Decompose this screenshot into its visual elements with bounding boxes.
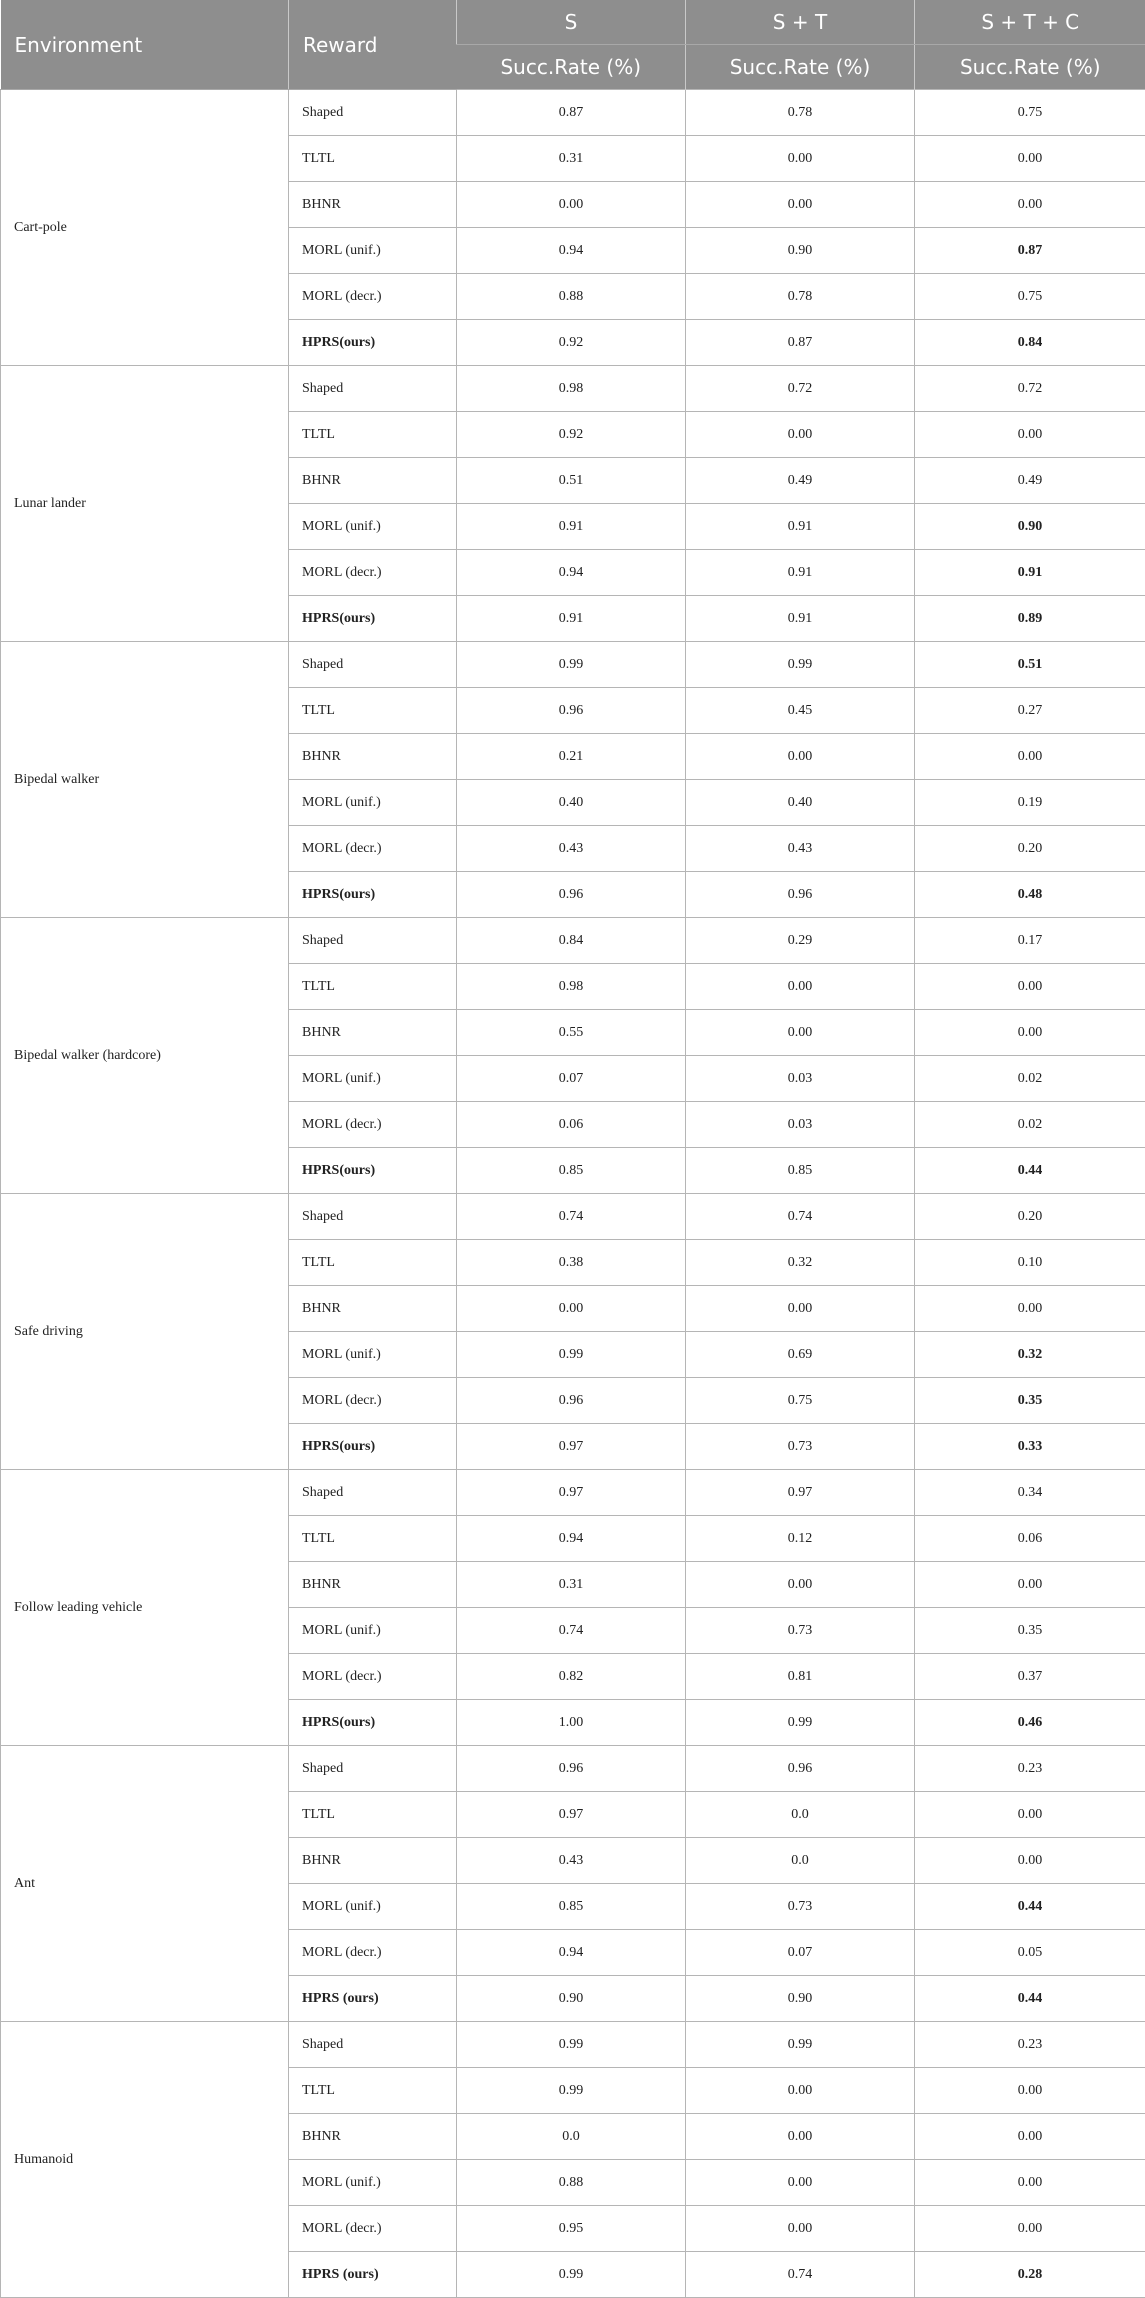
value-cell-s: 0.88 [457,2160,686,2206]
value-cell-stc: 0.00 [915,2160,1145,2206]
reward-cell: BHNR [289,1286,457,1332]
value-cell-st: 0.74 [686,2252,915,2298]
value-cell-s: 0.94 [457,1516,686,1562]
reward-cell: BHNR [289,458,457,504]
header-s: S [457,0,686,45]
value-cell-stc: 0.37 [915,1654,1145,1700]
value-cell-s: 0.99 [457,2252,686,2298]
value-cell-st: 0.00 [686,412,915,458]
value-cell-s: 0.0 [457,2114,686,2160]
value-cell-st: 0.00 [686,734,915,780]
environment-cell: Lunar lander [1,366,289,642]
value-cell-s: 0.96 [457,1378,686,1424]
reward-cell: MORL (decr.) [289,1654,457,1700]
reward-cell: MORL (decr.) [289,1930,457,1976]
environment-cell: Follow leading vehicle [1,1470,289,1746]
reward-cell: TLTL [289,1792,457,1838]
value-cell-s: 0.00 [457,1286,686,1332]
value-cell-s: 0.94 [457,550,686,596]
reward-cell: BHNR [289,182,457,228]
value-cell-s: 0.38 [457,1240,686,1286]
value-cell-st: 0.91 [686,550,915,596]
reward-cell: MORL (unif.) [289,504,457,550]
value-cell-st: 0.03 [686,1056,915,1102]
table-row [1,642,1145,688]
value-cell-st: 0.99 [686,1700,915,1746]
value-cell-s: 0.82 [457,1654,686,1700]
value-cell-stc: 0.28 [915,2252,1145,2298]
table-row [1,1746,1145,1792]
value-cell-s: 0.87 [457,90,686,136]
value-cell-s: 0.06 [457,1102,686,1148]
value-cell-s: 0.91 [457,596,686,642]
environment-cell: Bipedal walker [1,642,289,918]
environment-cell: Ant [1,1746,289,2022]
value-cell-st: 0.73 [686,1884,915,1930]
reward-cell: Shaped [289,642,457,688]
environment-cell: Safe driving [1,1194,289,1470]
value-cell-stc: 0.46 [915,1700,1145,1746]
environment-cell: Cart-pole [1,90,289,366]
header-metric-st: Succ.Rate (%) [686,45,915,90]
reward-cell: HPRS(ours) [289,872,457,918]
value-cell-s: 0.74 [457,1194,686,1240]
value-cell-stc: 0.02 [915,1102,1145,1148]
value-cell-stc: 0.33 [915,1424,1145,1470]
value-cell-st: 0.03 [686,1102,915,1148]
value-cell-st: 0.12 [686,1516,915,1562]
value-cell-s: 0.94 [457,1930,686,1976]
value-cell-st: 0.91 [686,504,915,550]
table-body [1,90,1145,2298]
header-stc: S + T + C [915,0,1145,45]
reward-cell: TLTL [289,1516,457,1562]
value-cell-stc: 0.00 [915,2114,1145,2160]
reward-cell: HPRS(ours) [289,1148,457,1194]
value-cell-s: 0.99 [457,1332,686,1378]
table-row [1,1194,1145,1240]
reward-cell: TLTL [289,1240,457,1286]
value-cell-st: 0.32 [686,1240,915,1286]
reward-cell: Shaped [289,1194,457,1240]
value-cell-stc: 0.00 [915,734,1145,780]
reward-cell: Shaped [289,2022,457,2068]
value-cell-s: 0.21 [457,734,686,780]
value-cell-s: 1.00 [457,1700,686,1746]
value-cell-s: 0.88 [457,274,686,320]
value-cell-stc: 0.44 [915,1976,1145,2022]
reward-cell: TLTL [289,136,457,182]
value-cell-s: 0.43 [457,826,686,872]
value-cell-stc: 0.91 [915,550,1145,596]
value-cell-s: 0.91 [457,504,686,550]
reward-cell: MORL (unif.) [289,1884,457,1930]
reward-cell: MORL (decr.) [289,274,457,320]
value-cell-s: 0.40 [457,780,686,826]
value-cell-s: 0.90 [457,1976,686,2022]
value-cell-s: 0.96 [457,1746,686,1792]
value-cell-s: 0.74 [457,1608,686,1654]
value-cell-st: 0.72 [686,366,915,412]
value-cell-stc: 0.10 [915,1240,1145,1286]
value-cell-stc: 0.35 [915,1378,1145,1424]
value-cell-st: 0.78 [686,274,915,320]
value-cell-st: 0.97 [686,1470,915,1516]
value-cell-st: 0.00 [686,1286,915,1332]
reward-cell: TLTL [289,2068,457,2114]
value-cell-st: 0.00 [686,1010,915,1056]
value-cell-stc: 0.20 [915,826,1145,872]
reward-cell: MORL (decr.) [289,1378,457,1424]
value-cell-s: 0.94 [457,228,686,274]
value-cell-stc: 0.05 [915,1930,1145,1976]
value-cell-stc: 0.35 [915,1608,1145,1654]
reward-cell: MORL (decr.) [289,826,457,872]
value-cell-stc: 0.00 [915,964,1145,1010]
value-cell-stc: 0.34 [915,1470,1145,1516]
reward-cell: HPRS(ours) [289,596,457,642]
value-cell-s: 0.92 [457,412,686,458]
value-cell-st: 0.90 [686,228,915,274]
value-cell-st: 0.00 [686,136,915,182]
reward-cell: MORL (unif.) [289,1332,457,1378]
value-cell-st: 0.81 [686,1654,915,1700]
header-reward: Reward [289,0,457,90]
value-cell-stc: 0.00 [915,1010,1145,1056]
value-cell-s: 0.98 [457,964,686,1010]
value-cell-s: 0.99 [457,2022,686,2068]
value-cell-st: 0.99 [686,642,915,688]
header-st: S + T [686,0,915,45]
value-cell-stc: 0.27 [915,688,1145,734]
table-row [1,2022,1145,2068]
value-cell-st: 0.00 [686,2206,915,2252]
table-header [1,0,1145,90]
value-cell-st: 0.99 [686,2022,915,2068]
reward-cell: BHNR [289,1010,457,1056]
reward-cell: MORL (unif.) [289,780,457,826]
value-cell-stc: 0.06 [915,1516,1145,1562]
value-cell-s: 0.31 [457,1562,686,1608]
value-cell-st: 0.75 [686,1378,915,1424]
environment-cell: Humanoid [1,2022,289,2298]
reward-cell: MORL (decr.) [289,1102,457,1148]
value-cell-st: 0.73 [686,1424,915,1470]
reward-cell: Shaped [289,366,457,412]
reward-cell: HPRS(ours) [289,1700,457,1746]
value-cell-st: 0.00 [686,1562,915,1608]
value-cell-stc: 0.00 [915,1838,1145,1884]
reward-cell: BHNR [289,2114,457,2160]
reward-cell: Shaped [289,1470,457,1516]
value-cell-s: 0.31 [457,136,686,182]
header-environment: Environment [1,0,289,90]
value-cell-st: 0.91 [686,596,915,642]
value-cell-stc: 0.75 [915,90,1145,136]
value-cell-st: 0.43 [686,826,915,872]
value-cell-st: 0.96 [686,872,915,918]
value-cell-st: 0.45 [686,688,915,734]
value-cell-s: 0.43 [457,1838,686,1884]
value-cell-st: 0.73 [686,1608,915,1654]
value-cell-stc: 0.00 [915,412,1145,458]
value-cell-stc: 0.00 [915,1792,1145,1838]
table-row [1,1470,1145,1516]
value-cell-st: 0.69 [686,1332,915,1378]
value-cell-s: 0.96 [457,872,686,918]
header-metric-s: Succ.Rate (%) [457,45,686,90]
reward-cell: Shaped [289,918,457,964]
value-cell-stc: 0.44 [915,1884,1145,1930]
value-cell-stc: 0.19 [915,780,1145,826]
value-cell-s: 0.95 [457,2206,686,2252]
value-cell-stc: 0.00 [915,182,1145,228]
reward-cell: HPRS(ours) [289,1424,457,1470]
value-cell-st: 0.29 [686,918,915,964]
value-cell-s: 0.00 [457,182,686,228]
reward-cell: TLTL [289,688,457,734]
value-cell-st: 0.00 [686,2114,915,2160]
value-cell-stc: 0.17 [915,918,1145,964]
reward-cell: BHNR [289,1562,457,1608]
reward-cell: HPRS(ours) [289,320,457,366]
value-cell-stc: 0.23 [915,1746,1145,1792]
value-cell-stc: 0.20 [915,1194,1145,1240]
value-cell-st: 0.00 [686,182,915,228]
header-metric-stc: Succ.Rate (%) [915,45,1145,90]
value-cell-stc: 0.90 [915,504,1145,550]
value-cell-s: 0.97 [457,1792,686,1838]
value-cell-stc: 0.02 [915,1056,1145,1102]
value-cell-stc: 0.87 [915,228,1145,274]
environment-cell: Bipedal walker (hardcore) [1,918,289,1194]
value-cell-st: 0.00 [686,2068,915,2114]
value-cell-s: 0.96 [457,688,686,734]
reward-cell: HPRS (ours) [289,1976,457,2022]
value-cell-stc: 0.32 [915,1332,1145,1378]
value-cell-st: 0.96 [686,1746,915,1792]
value-cell-stc: 0.75 [915,274,1145,320]
value-cell-s: 0.55 [457,1010,686,1056]
value-cell-st: 0.07 [686,1930,915,1976]
value-cell-stc: 0.49 [915,458,1145,504]
header-row [1,0,1145,45]
value-cell-s: 0.84 [457,918,686,964]
reward-cell: Shaped [289,1746,457,1792]
value-cell-stc: 0.44 [915,1148,1145,1194]
reward-cell: MORL (decr.) [289,550,457,596]
value-cell-s: 0.99 [457,2068,686,2114]
value-cell-st: 0.00 [686,964,915,1010]
value-cell-st: 0.00 [686,2160,915,2206]
table-row [1,90,1145,136]
reward-cell: TLTL [289,412,457,458]
reward-cell: MORL (unif.) [289,1608,457,1654]
value-cell-s: 0.92 [457,320,686,366]
reward-cell: BHNR [289,734,457,780]
value-cell-s: 0.98 [457,366,686,412]
value-cell-st: 0.40 [686,780,915,826]
value-cell-s: 0.97 [457,1424,686,1470]
value-cell-stc: 0.00 [915,1286,1145,1332]
value-cell-stc: 0.84 [915,320,1145,366]
value-cell-st: 0.90 [686,1976,915,2022]
value-cell-stc: 0.51 [915,642,1145,688]
value-cell-st: 0.0 [686,1838,915,1884]
value-cell-s: 0.85 [457,1148,686,1194]
value-cell-s: 0.99 [457,642,686,688]
value-cell-st: 0.74 [686,1194,915,1240]
reward-cell: BHNR [289,1838,457,1884]
value-cell-stc: 0.00 [915,136,1145,182]
reward-cell: MORL (unif.) [289,1056,457,1102]
value-cell-stc: 0.48 [915,872,1145,918]
value-cell-st: 0.85 [686,1148,915,1194]
value-cell-stc: 0.00 [915,2206,1145,2252]
reward-cell: TLTL [289,964,457,1010]
value-cell-stc: 0.00 [915,1562,1145,1608]
value-cell-stc: 0.00 [915,2068,1145,2114]
value-cell-s: 0.07 [457,1056,686,1102]
value-cell-s: 0.85 [457,1884,686,1930]
reward-cell: MORL (unif.) [289,228,457,274]
table-row [1,918,1145,964]
value-cell-stc: 0.89 [915,596,1145,642]
value-cell-st: 0.78 [686,90,915,136]
value-cell-stc: 0.23 [915,2022,1145,2068]
value-cell-stc: 0.72 [915,366,1145,412]
value-cell-st: 0.0 [686,1792,915,1838]
reward-cell: MORL (decr.) [289,2206,457,2252]
reward-cell: MORL (unif.) [289,2160,457,2206]
value-cell-st: 0.87 [686,320,915,366]
value-cell-st: 0.49 [686,458,915,504]
reward-cell: Shaped [289,90,457,136]
table-row [1,366,1145,412]
reward-cell: HPRS (ours) [289,2252,457,2298]
value-cell-s: 0.97 [457,1470,686,1516]
value-cell-s: 0.51 [457,458,686,504]
